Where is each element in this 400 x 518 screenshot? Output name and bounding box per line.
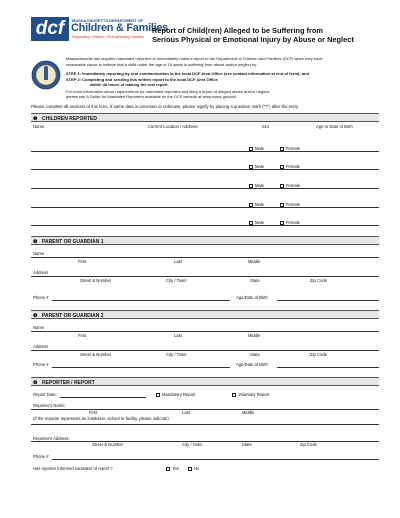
reporter-city-label: City / Town bbox=[182, 442, 203, 447]
child-row-line[interactable] bbox=[31, 169, 379, 170]
p1-zip-label: Zip Code bbox=[310, 278, 327, 283]
female-label: Female bbox=[286, 202, 300, 207]
checkbox-icon bbox=[232, 393, 236, 397]
p1-name-line[interactable] bbox=[31, 257, 379, 258]
checkbox-icon bbox=[156, 393, 160, 397]
section-number-3: ❸ bbox=[33, 312, 38, 319]
p2-age-label: Age/Date of Birth bbox=[236, 362, 268, 367]
section-parent1-header bbox=[31, 236, 379, 245]
p1-address-line[interactable] bbox=[31, 276, 379, 277]
section-number-2: ❷ bbox=[33, 238, 38, 245]
checkbox-icon bbox=[249, 221, 253, 225]
logo-line2: Children & Families bbox=[71, 22, 168, 34]
male-label: Male bbox=[255, 202, 265, 207]
reporter-state-label: State bbox=[242, 442, 252, 447]
intro-step-2b: within 48 hours of making the oral report. bbox=[90, 82, 169, 87]
reporter-phone-label: Phone # bbox=[33, 454, 49, 459]
mandated-checkbox[interactable] bbox=[156, 392, 196, 397]
p2-age-line[interactable] bbox=[277, 367, 379, 368]
caretaker-no-label: No bbox=[194, 466, 200, 471]
checkbox-icon bbox=[280, 165, 284, 169]
child-female-checkbox[interactable] bbox=[280, 164, 300, 169]
p1-middle-label: Middle bbox=[248, 259, 261, 264]
col-location-label: Current Location / Address bbox=[148, 124, 198, 129]
p1-age-line[interactable] bbox=[277, 300, 379, 301]
checkbox-icon bbox=[166, 467, 170, 471]
checkbox-icon bbox=[280, 221, 284, 225]
p2-zip-label: Zip Code bbox=[310, 352, 327, 357]
section-parent1-title: PARENT OR GUARDIAN 1 bbox=[42, 238, 104, 245]
child-male-checkbox[interactable] bbox=[249, 164, 264, 169]
logo-line3: Supporting Children • Strengthening Families bbox=[72, 35, 144, 39]
state-seal-icon bbox=[31, 60, 61, 90]
checkbox-icon bbox=[249, 165, 253, 169]
p1-street-label: Street & Number bbox=[80, 278, 112, 283]
child-female-checkbox[interactable] bbox=[280, 146, 300, 151]
p2-state-label: State bbox=[250, 352, 260, 357]
reporter-phone-line[interactable] bbox=[52, 459, 379, 460]
checkbox-icon bbox=[188, 467, 192, 471]
child-female-checkbox[interactable] bbox=[280, 202, 300, 207]
p1-city-label: City / Town bbox=[166, 278, 187, 283]
section-children-header bbox=[31, 113, 379, 122]
p2-address-label: Address bbox=[33, 344, 49, 349]
intro-paragraph-1: Massachusetts law requires mandated reporters to immediately make a report to the Department of Children and Families (DCF) when they have bbox=[66, 56, 323, 61]
form-title-line2: Serious Physical or Emotional Injury by Abuse or Neglect bbox=[152, 35, 354, 44]
logo-dcf-letters: dcf bbox=[31, 17, 69, 41]
child-row-line[interactable] bbox=[31, 188, 379, 189]
p2-address-line[interactable] bbox=[31, 350, 379, 351]
institution-note: (If the reporter represents an institution, school or facility, please indicate) bbox=[33, 416, 169, 421]
child-male-checkbox[interactable] bbox=[249, 220, 264, 225]
report-date-label: Report Date: bbox=[33, 392, 57, 397]
section-reporter-header bbox=[31, 377, 379, 386]
p2-phone-line[interactable] bbox=[52, 367, 230, 368]
child-male-checkbox[interactable] bbox=[249, 183, 264, 188]
p1-first-label: First bbox=[78, 259, 87, 264]
p2-city-label: City / Town bbox=[166, 352, 187, 357]
child-row-line[interactable] bbox=[31, 151, 379, 152]
report-date-line[interactable] bbox=[60, 397, 146, 398]
p2-phone-label: Phone # bbox=[33, 362, 49, 367]
child-row-line[interactable] bbox=[31, 225, 379, 226]
p2-name-label: Name bbox=[33, 325, 45, 330]
p2-street-label: Street & Number bbox=[80, 352, 112, 357]
checkbox-icon bbox=[249, 184, 253, 188]
reporter-middle-label: Middle bbox=[242, 410, 255, 415]
caretaker-yes-label: Yes bbox=[172, 466, 179, 471]
p1-age-label: Age/Date of Birth bbox=[236, 295, 268, 300]
p2-last-label: Last bbox=[174, 333, 182, 338]
checkbox-icon bbox=[280, 184, 284, 188]
col-name-label: Name bbox=[33, 124, 45, 129]
intro-info-2: please see A Guide for Mandated Reporters available on the DCF website at www.mass.gov/dcf. bbox=[66, 94, 237, 99]
reporter-address-label: Reporter's Address: bbox=[33, 436, 70, 441]
p2-first-label: First bbox=[78, 333, 87, 338]
caretaker-yes-checkbox[interactable] bbox=[166, 466, 179, 471]
child-male-checkbox[interactable] bbox=[249, 146, 264, 151]
p1-last-label: Last bbox=[174, 259, 182, 264]
section-parent2-header bbox=[31, 310, 379, 319]
p1-phone-label: Phone # bbox=[33, 295, 49, 300]
institution-line[interactable] bbox=[31, 424, 379, 425]
checkbox-icon bbox=[280, 203, 284, 207]
col-age-label: Age or Date of Birth bbox=[316, 124, 353, 129]
caretaker-no-checkbox[interactable] bbox=[188, 466, 199, 471]
intro-step-2: STEP 2: Completing and sending this written report to the local DCF Area Office bbox=[66, 77, 218, 82]
child-female-checkbox[interactable] bbox=[280, 183, 300, 188]
p1-state-label: State bbox=[250, 278, 260, 283]
voluntary-label: Voluntary Report bbox=[238, 392, 270, 397]
child-male-checkbox[interactable] bbox=[249, 202, 264, 207]
p2-name-line[interactable] bbox=[31, 331, 379, 332]
dcf-logo bbox=[31, 17, 168, 45]
reporter-last-label: Last bbox=[182, 410, 190, 415]
p1-name-label: Name bbox=[33, 251, 45, 256]
logo-line1: MASSACHUSETTS DEPARTMENT OF bbox=[72, 18, 144, 23]
reporter-name-line[interactable] bbox=[31, 409, 379, 410]
section-reporter-title: REPORTER / REPORT bbox=[42, 379, 95, 386]
mandated-label: Mandatory Report bbox=[162, 392, 196, 397]
p1-phone-line[interactable] bbox=[52, 300, 230, 301]
intro-paragraph-2: reasonable cause to believe that a child under the age of 18 years is suffering from abuse and/or neglect by: bbox=[66, 62, 258, 67]
form-title-line1: Report of Child(ren) Alleged to be Suffering from bbox=[152, 26, 323, 35]
section-parent2-title: PARENT OR GUARDIAN 2 bbox=[42, 312, 104, 319]
reporter-street-label: Street & Number bbox=[92, 442, 124, 447]
child-row-line[interactable] bbox=[31, 207, 379, 208]
intro-step-1: STEP 1: Immediately reporting by oral communication to the local DCF Area Office (see contact information at end of form); and bbox=[66, 71, 309, 76]
p1-address-label: Address bbox=[33, 270, 49, 275]
reporter-zip-label: Zip Code bbox=[300, 442, 317, 447]
caretaker-question: Has reporter informed caretaker of report ? bbox=[33, 466, 113, 471]
reporter-first-label: First bbox=[89, 410, 98, 415]
p2-middle-label: Middle bbox=[248, 333, 261, 338]
checkbox-icon bbox=[249, 147, 253, 151]
male-label: Male bbox=[255, 146, 265, 151]
male-label: Male bbox=[255, 164, 265, 169]
female-label: Female bbox=[286, 164, 300, 169]
child-female-checkbox[interactable] bbox=[280, 220, 300, 225]
checkbox-icon bbox=[280, 147, 284, 151]
female-label: Female bbox=[286, 183, 300, 188]
voluntary-checkbox[interactable] bbox=[232, 392, 269, 397]
female-label: Female bbox=[286, 220, 300, 225]
reporter-address-line[interactable] bbox=[31, 441, 379, 442]
reporter-name-label: Reporter's Name: bbox=[33, 403, 66, 408]
section-number-1: ❶ bbox=[33, 115, 38, 122]
intro-info-1: For more information about requirements for mandated reporters and filing a report of alleged abuse and/or neglect bbox=[66, 89, 270, 94]
section-children-title: CHILDREN REPORTED bbox=[42, 115, 98, 122]
male-label: Male bbox=[255, 220, 265, 225]
instructions: Please complete all sections of this form. If same data is uncertain or unknown, please signify by placing a question mark ("?") after the entry. bbox=[31, 104, 300, 109]
col-sex-label: Sex bbox=[262, 124, 270, 129]
checkbox-icon bbox=[249, 203, 253, 207]
male-label: Male bbox=[255, 183, 265, 188]
female-label: Female bbox=[286, 146, 300, 151]
section-number-4: ❹ bbox=[33, 379, 38, 386]
